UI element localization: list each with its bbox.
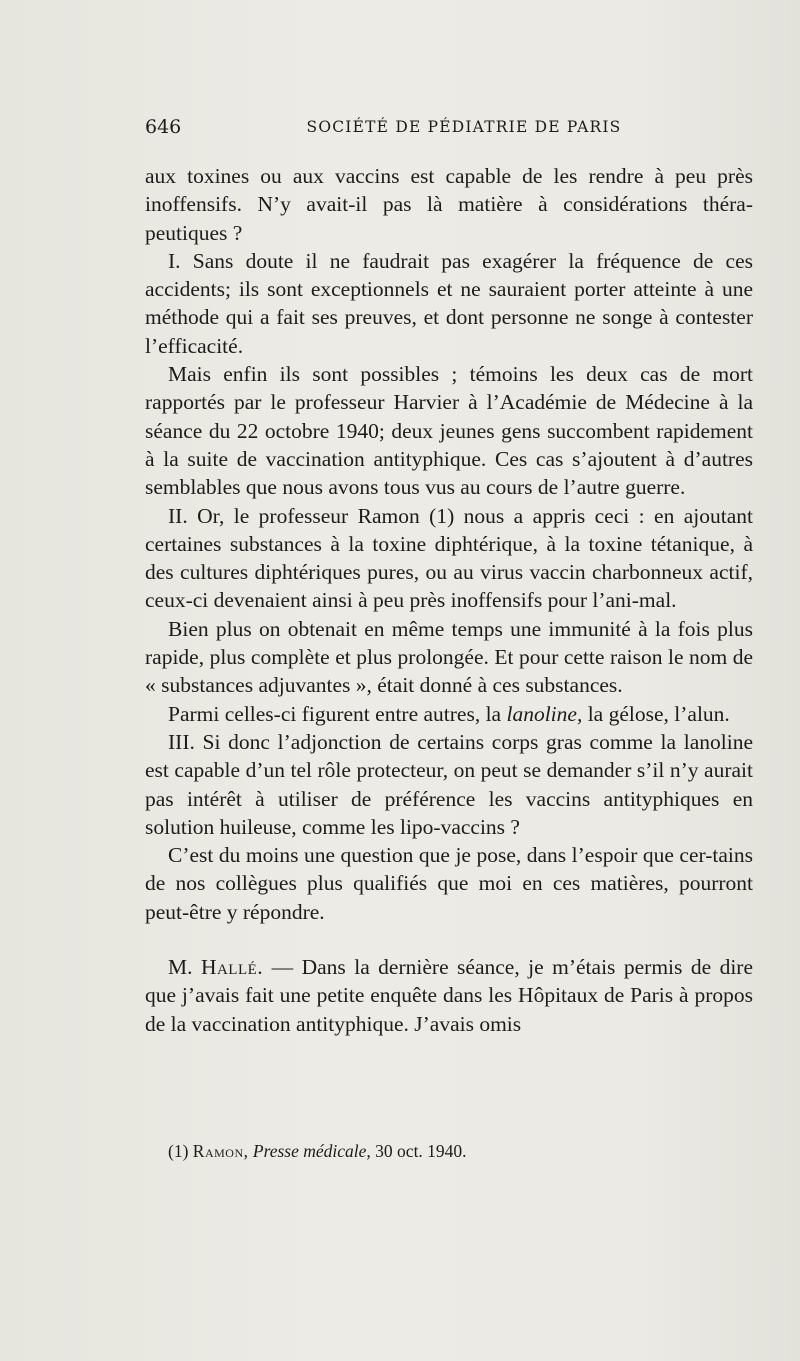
page-header: [145, 116, 753, 146]
footnote-journal: Presse médicale,: [252, 1141, 371, 1161]
paragraph: II. Or, le professeur Ramon (1) nous a appris ceci : en ajoutant certaines substances à la toxine diphtérique, à la toxine tétanique, à des cultures diphtériques pures, ou au virus vaccin charbonneux actif, ceux-ci devenaient ainsi à peu près inoffensifs pour l’ani-mal.: [145, 503, 753, 613]
footnote-date: 30 oct. 1940.: [370, 1141, 467, 1161]
speaker-paragraph: [145, 953, 753, 1038]
speaker-prefix: M.: [168, 955, 201, 980]
page-number: 646: [145, 116, 182, 138]
paragraph: Mais enfin ils sont possibles ; témoins les deux cas de mort rapportés par le professeur Harvier à l’Académie de Médecine à la séance du 22 octobre 1940; deux jeunes gens succombent rapidement à la suite de vaccination antityphique. Ces cas s’ajoutent à d’autres semblables que nous avons tous vus au cours de l’autre guerre.: [145, 362, 753, 500]
paragraph: III. Si donc l’adjonction de certains corps gras comme la lanoline est capable d’un tel rôle protecteur, on peut se demander s’il n’y aurait pas intérêt à utiliser de préférence les vaccins antityphiques en solution huileuse, comme les lipo-vaccins ?: [145, 729, 753, 839]
body-text: [145, 162, 753, 1038]
paragraph: I. Sans doute il ne faudrait pas exagérer la fréquence de ces accidents; ils sont exceptionnels et ne sauraient porter atteinte à une méthode qui a fait ses preuves, et dont personne ne songe à contester l’efficacité.: [145, 248, 753, 358]
paragraph: C’est du moins une question que je pose, dans l’espoir que cer-tains de nos collègues plus qualifiés que moi en ces matières, pourront peut-être y répondre.: [145, 843, 753, 924]
speaker-name: Hallé.: [200, 955, 264, 980]
speaker-text: — Dans la dernière séance, je m’étais permis de dire que j’avais fait une petite enquête dans les Hôpitaux de Paris à propos de la vaccination antityphique. J’avais omis: [145, 955, 753, 1036]
italic-term: lanoline,: [506, 701, 583, 726]
paragraph: Bien plus on obtenait en même temps une immunité à la fois plus rapide, plus complète et plus prolongée. Et pour cette raison le nom de « substances adjuvantes », était donné à ces substances.: [145, 616, 753, 698]
text-run: Parmi celles-ci figurent entre autres, la: [168, 701, 507, 726]
running-title: SOCIÉTÉ DE PÉDIATRIE DE PARIS: [306, 118, 622, 136]
footnote: [168, 1140, 753, 1162]
paragraph: aux toxines ou aux vaccins est capable de les rendre à peu près inoffensifs. N’y avait-il pas là matière à considérations théra-peutiques ?: [145, 164, 753, 245]
footnote-author: Ramon,: [192, 1141, 249, 1161]
footnote-marker: (1): [168, 1141, 189, 1161]
paragraph: [145, 700, 753, 728]
text-run: la gélose, l’alun.: [582, 701, 730, 726]
